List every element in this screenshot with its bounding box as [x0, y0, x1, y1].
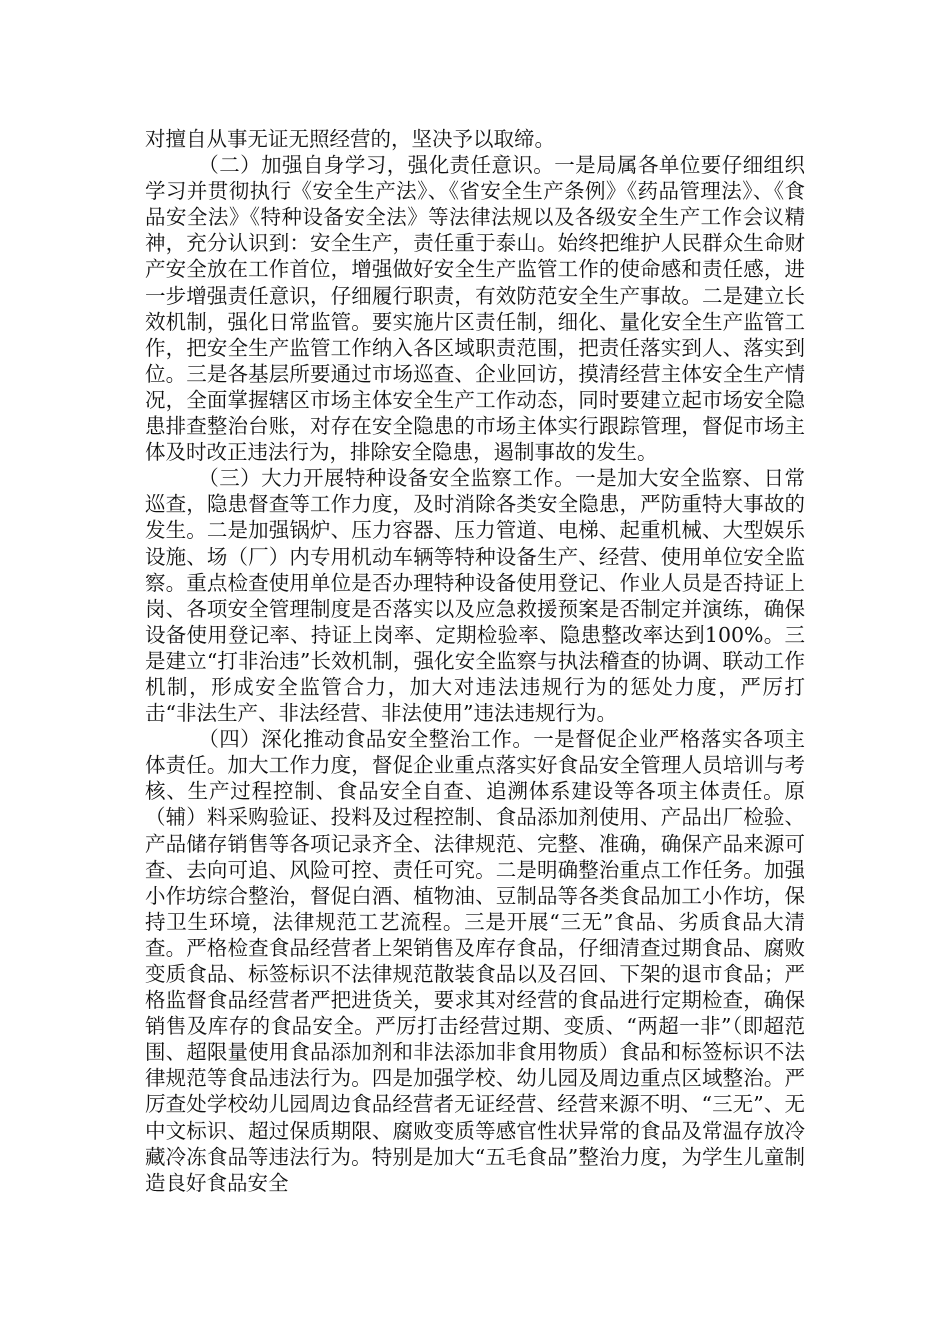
- paragraph-section-4: （四）深化推动食品安全整治工作。一是督促企业严格落实各项主体责任。加大工作力度，督促企业重点落实好食品安全管理人员培训与考核、生产过程控制、食品安全自查、追溯体系建设等各项主体责任。原（辅）料采购验证、投料及过程控制、食品添加剂使用、产品出厂检验、产品储存销售等各项记录齐全、法律规范、完整、准确，确保产品来源可查、去向可追、风险可控、责任可究。二是明确整治重点工作任务。加强小作坊综合整治，督促白酒、植物油、豆制品等各类食品加工小作坊，保持卫生环境，法律规范工艺流程。三是开展“三无”食品、劣质食品大清查。严格检查食品经营者上架销售及库存食品，仔细清查过期食品、腐败变质食品、标签标识不法律规范散装食品以及召回、下架的退市食品；严格监督食品经营者严把进货关，要求其对经营的食品进行定期检查，确保销售及库存的食品安全。严厉打击经营过期、变质、“两超一非”（即超范围、超限量使用食品添加剂和非法添加非食用物质）食品和标签标识不法律规范等食品违法行为。四是加强学校、幼儿园及周边重点区域整治。严厉查处学校幼儿园周边食品经营者无证经营、经营来源不明、“三无”、无中文标识、超过保质期限、腐败变质等感官性状异常的食品及常温存放冷藏冷冻食品等违法行为。特别是加大“五毛食品”整治力度，为学生儿童制造良好食品安全: [145, 727, 805, 1195]
- paragraph-closing-line: 对擅自从事无证无照经营的，坚决予以取缔。: [145, 127, 555, 151]
- document-body: [145, 126, 805, 1196]
- paragraph-section-3: （三）大力开展特种设备安全监察工作。一是加大安全监察、日常巡查，隐患督查等工作力度，及时消除各类安全隐患，严防重特大事故的发生。二是加强锅炉、压力容器、压力管道、电梯、起重机械、大型娱乐设施、场（厂）内专用机动车辆等特种设备生产、经营、使用单位安全监察。重点检查使用单位是否办理特种设备使用登记、作业人员是否持证上岗、各项安全管理制度是否落实以及应急救援预案是否制定并演练，确保设备使用登记率、持证上岗率、定期检验率、隐患整改率达到100%。三是建立“打非治违”长效机制，强化安全监察与执法稽查的协调、联动工作机制，形成安全监管合力，加大对违法违规行为的惩处力度，严厉打击“非法生产、非法经营、非法使用”违法违规行为。: [145, 466, 805, 726]
- paragraph-section-2: （二）加强自身学习，强化责任意识。一是局属各单位要仔细组织学习并贯彻执行《安全生产法》、《省安全生产条例》《药品管理法》、《食品安全法》《特种设备安全法》等法律法规以及各级安全生产工作会议精神，充分认识到：安全生产，责任重于泰山。始终把维护人民群众生命财产安全放在工作首位，增强做好安全生产监管工作的使命感和责任感，进一步增强责任意识，仔细履行职责，有效防范安全生产事故。二是建立长效机制，强化日常监管。要实施片区责任制，细化、量化安全生产监管工作，把安全生产监管工作纳入各区域职责范围，把责任落实到人、落实到位。三是各基层所要通过市场巡查、企业回访，摸清经营主体安全生产情况，全面掌握辖区市场主体安全生产工作动态，同时要建立起市场安全隐患排查整治台账，对存在安全隐患的市场主体实行跟踪管理，督促市场主体及时改正违法行为，排除安全隐患，遏制事故的发生。: [145, 153, 805, 465]
